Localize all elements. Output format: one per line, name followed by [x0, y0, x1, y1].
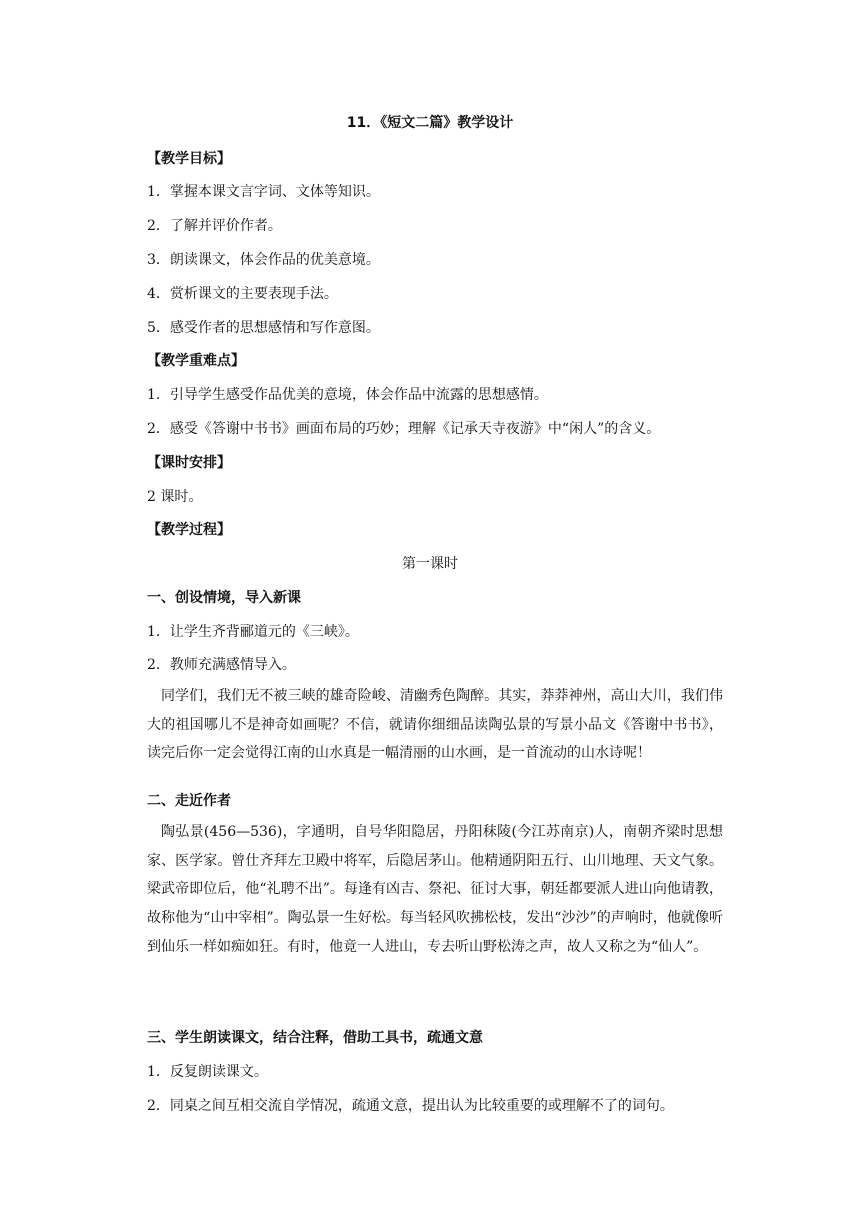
keypoint-item-1: 1．引导学生感受作品优美的意境，体会作品中流露的思想感情。 — [147, 387, 548, 403]
section3-item-1: 1．反复朗读课文。 — [147, 1064, 268, 1080]
section2-heading: 二、走近作者 — [147, 793, 231, 809]
schedule-text: 2 课时。 — [147, 489, 203, 505]
section3-heading: 三、学生朗读课文，结合注释，借助工具书，疏通文意 — [147, 1030, 483, 1046]
keypoints-heading: 【教学重难点】 — [147, 353, 245, 369]
goal-item-5: 5．感受作者的思想感情和写作意图。 — [147, 320, 380, 336]
schedule-heading: 【课时安排】 — [147, 455, 231, 471]
section2-paragraph: 陶弘景(456—536)，字通明，自号华阳隐居，丹阳秣陵(今江苏南京)人，南朝齐梁时思想家、医学家。曾仕齐拜左卫殿中将军，后隐居茅山。他精通阴阳五行、山川地理、天文气象。梁武帝即位后，他“礼聘不出”。每逢有凶吉、祭祀、征讨大事，朝廷都要派人进山向他请教，故称他为“山中宰相”。陶弘景一生好松。每当轻风吹拂松枝，发出“沙沙”的声响时，他就像听到仙乐一样如痴如狂。有时，他竟一人进山，专去听山野松涛之声，故人又称之为“仙人”。 — [147, 824, 723, 955]
process-heading: 【教学过程】 — [147, 522, 231, 538]
goal-item-1: 1．掌握本课文言字词、文体等知识。 — [147, 184, 380, 200]
document-title: 11．《短文二篇》教学设计 — [346, 115, 514, 131]
section1-heading: 一、创设情境，导入新课 — [147, 590, 301, 606]
lesson-title: 第一课时 — [402, 556, 458, 572]
goal-item-3: 3．朗读课文，体会作品的优美意境。 — [147, 252, 380, 268]
goal-item-4: 4．赏析课文的主要表现手法。 — [147, 286, 338, 302]
section1-item-2: 2．教师充满感情导入。 — [147, 657, 296, 673]
goals-heading: 【教学目标】 — [147, 151, 231, 167]
goal-item-2: 2．了解并评价作者。 — [147, 218, 282, 234]
section1-item-1: 1．让学生齐背郦道元的《三峡》。 — [147, 624, 359, 640]
section1-paragraph: 同学们，我们无不被三峡的雄奇险峻、清幽秀色陶醉。其实，莽莽神州，高山大川，我们伟大的祖国哪儿不是神奇如画呢？不信，就请你细细品读陶弘景的写景小品文《答谢中书书》，读完后你一定会觉得江南的山水真是一幅清丽的山水画，是一首流动的山水诗呢！ — [147, 688, 723, 762]
section3-item-2: 2．同桌之间互相交流自学情况，疏通文意，提出认为比较重要的或理解不了的词句。 — [147, 1098, 674, 1114]
keypoint-item-2: 2．感受《答谢中书书》画面布局的巧妙；理解《记承天寺夜游》中“闲人”的含义。 — [147, 421, 661, 437]
